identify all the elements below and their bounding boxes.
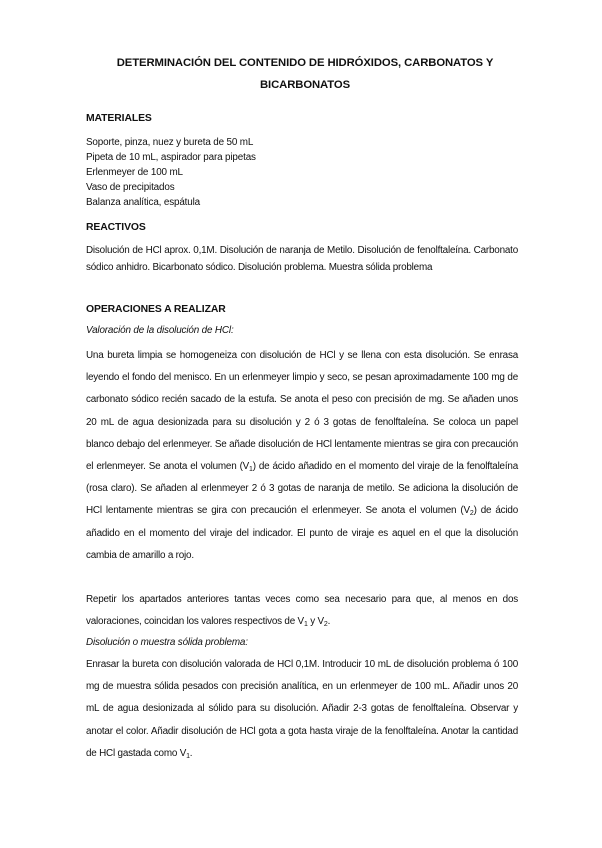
reactivos-text: Disolución de HCl aprox. 0,1M. Disolución de naranja de Metilo. Disolución de fenolftaleína. Carbonato sódico anhidro. Bicarbonato sódico. Disolución problema. Muestra sólida problema <box>86 245 518 273</box>
materiales-item: Balanza analítica, espátula <box>86 197 200 208</box>
valoracion-text-3: ) de ácido añadido en el momento del viraje del indicador. El punto de viraje es aquel en el que la disolución cambia de amarillo a rojo. <box>86 505 518 561</box>
muestra-text-1: Enrasar la bureta con disolución valorada de HCl 0,1M. Introducir 10 mL de disolución problema ó 100 mg de muestra sólida pesados con precisión analítica, en un erlenmeyer de 100 mL. Añadir unos 20 mL de agua desionizada al sólido para su disolución. Añadir 2-3 gotas de fenolftaleína. Observar y anotar el color. Añadir disolución de HCl gota a gota hasta viraje de la fenolftaleína. Anotar la cantidad de HCl gastada como V <box>86 659 518 759</box>
valoracion-paragraph <box>86 345 518 567</box>
repetir-paragraph <box>86 589 518 633</box>
valoracion-text-1: Una bureta limpia se homogeneiza con disolución de HCl y se llena con esta disolución. Se enrasa leyendo el fondo del menisco. En un erlenmeyer limpio y seco, se pesan aproximadamente 100 mg de carbonato sódico recién sacado de la estufa. Se anota el peso con precisión de mg. Se añaden unos 20 mL de agua desionizada para su disolución y 2 ó 3 gotas de fenolftaleína. Se coloca un papel blanco debajo del erlenmeyer. Se añade disolución de HCl lentamente mientras se gira con precaución el erlenmeyer. Se anota el volumen (V <box>86 350 518 473</box>
materiales-item: Erlenmeyer de 100 mL <box>86 167 183 178</box>
title-line-2: BICARBONATOS <box>259 79 350 91</box>
muestra-subheading: Disolución o muestra sólida problema: <box>86 637 248 648</box>
muestra-paragraph <box>86 654 518 765</box>
operaciones-heading: OPERACIONES A REALIZAR <box>86 304 226 315</box>
materiales-item: Vaso de precipitados <box>86 182 175 193</box>
materiales-list <box>86 135 518 210</box>
muestra-text-2: . <box>189 747 193 759</box>
document-title <box>90 52 520 96</box>
v2-subscript: 2 <box>469 510 474 518</box>
v1-subscript: 1 <box>249 466 253 474</box>
repetir-text-2: y V <box>307 616 324 628</box>
v1-subscript: 1 <box>186 752 190 760</box>
valoracion-text-2: ) de ácido añadido en el momento del viraje de la fenolftaleína (rosa claro). Se añaden al erlenmeyer 2 ó 3 gotas de naranja de metilo. Se adiciona la disolución de HCl lentamente mientras se gira con precaución el erlenmeyer. Se anota el volumen (V <box>86 461 518 517</box>
materiales-item: Soporte, pinza, nuez y bureta de 50 mL <box>86 137 254 148</box>
materiales-item: Pipeta de 10 mL, aspirador para pipetas <box>86 152 256 163</box>
v1-subscript: 1 <box>303 621 308 629</box>
repetir-text-1: Repetir los apartados anteriores tantas veces como sea necesario para que, al menos en dos valoraciones, coincidan los valores respectivos de V <box>86 594 518 628</box>
materiales-heading: MATERIALES <box>86 113 152 124</box>
repetir-text-3: . <box>327 616 331 628</box>
valoracion-subheading: Valoración de la disolución de HCl: <box>86 325 234 336</box>
reactivos-heading: REACTIVOS <box>86 222 146 233</box>
title-line-1: DETERMINACIÓN DEL CONTENIDO DE HIDRÓXIDOS, CARBONATOS Y <box>116 57 494 69</box>
v2-subscript: 2 <box>323 621 328 629</box>
